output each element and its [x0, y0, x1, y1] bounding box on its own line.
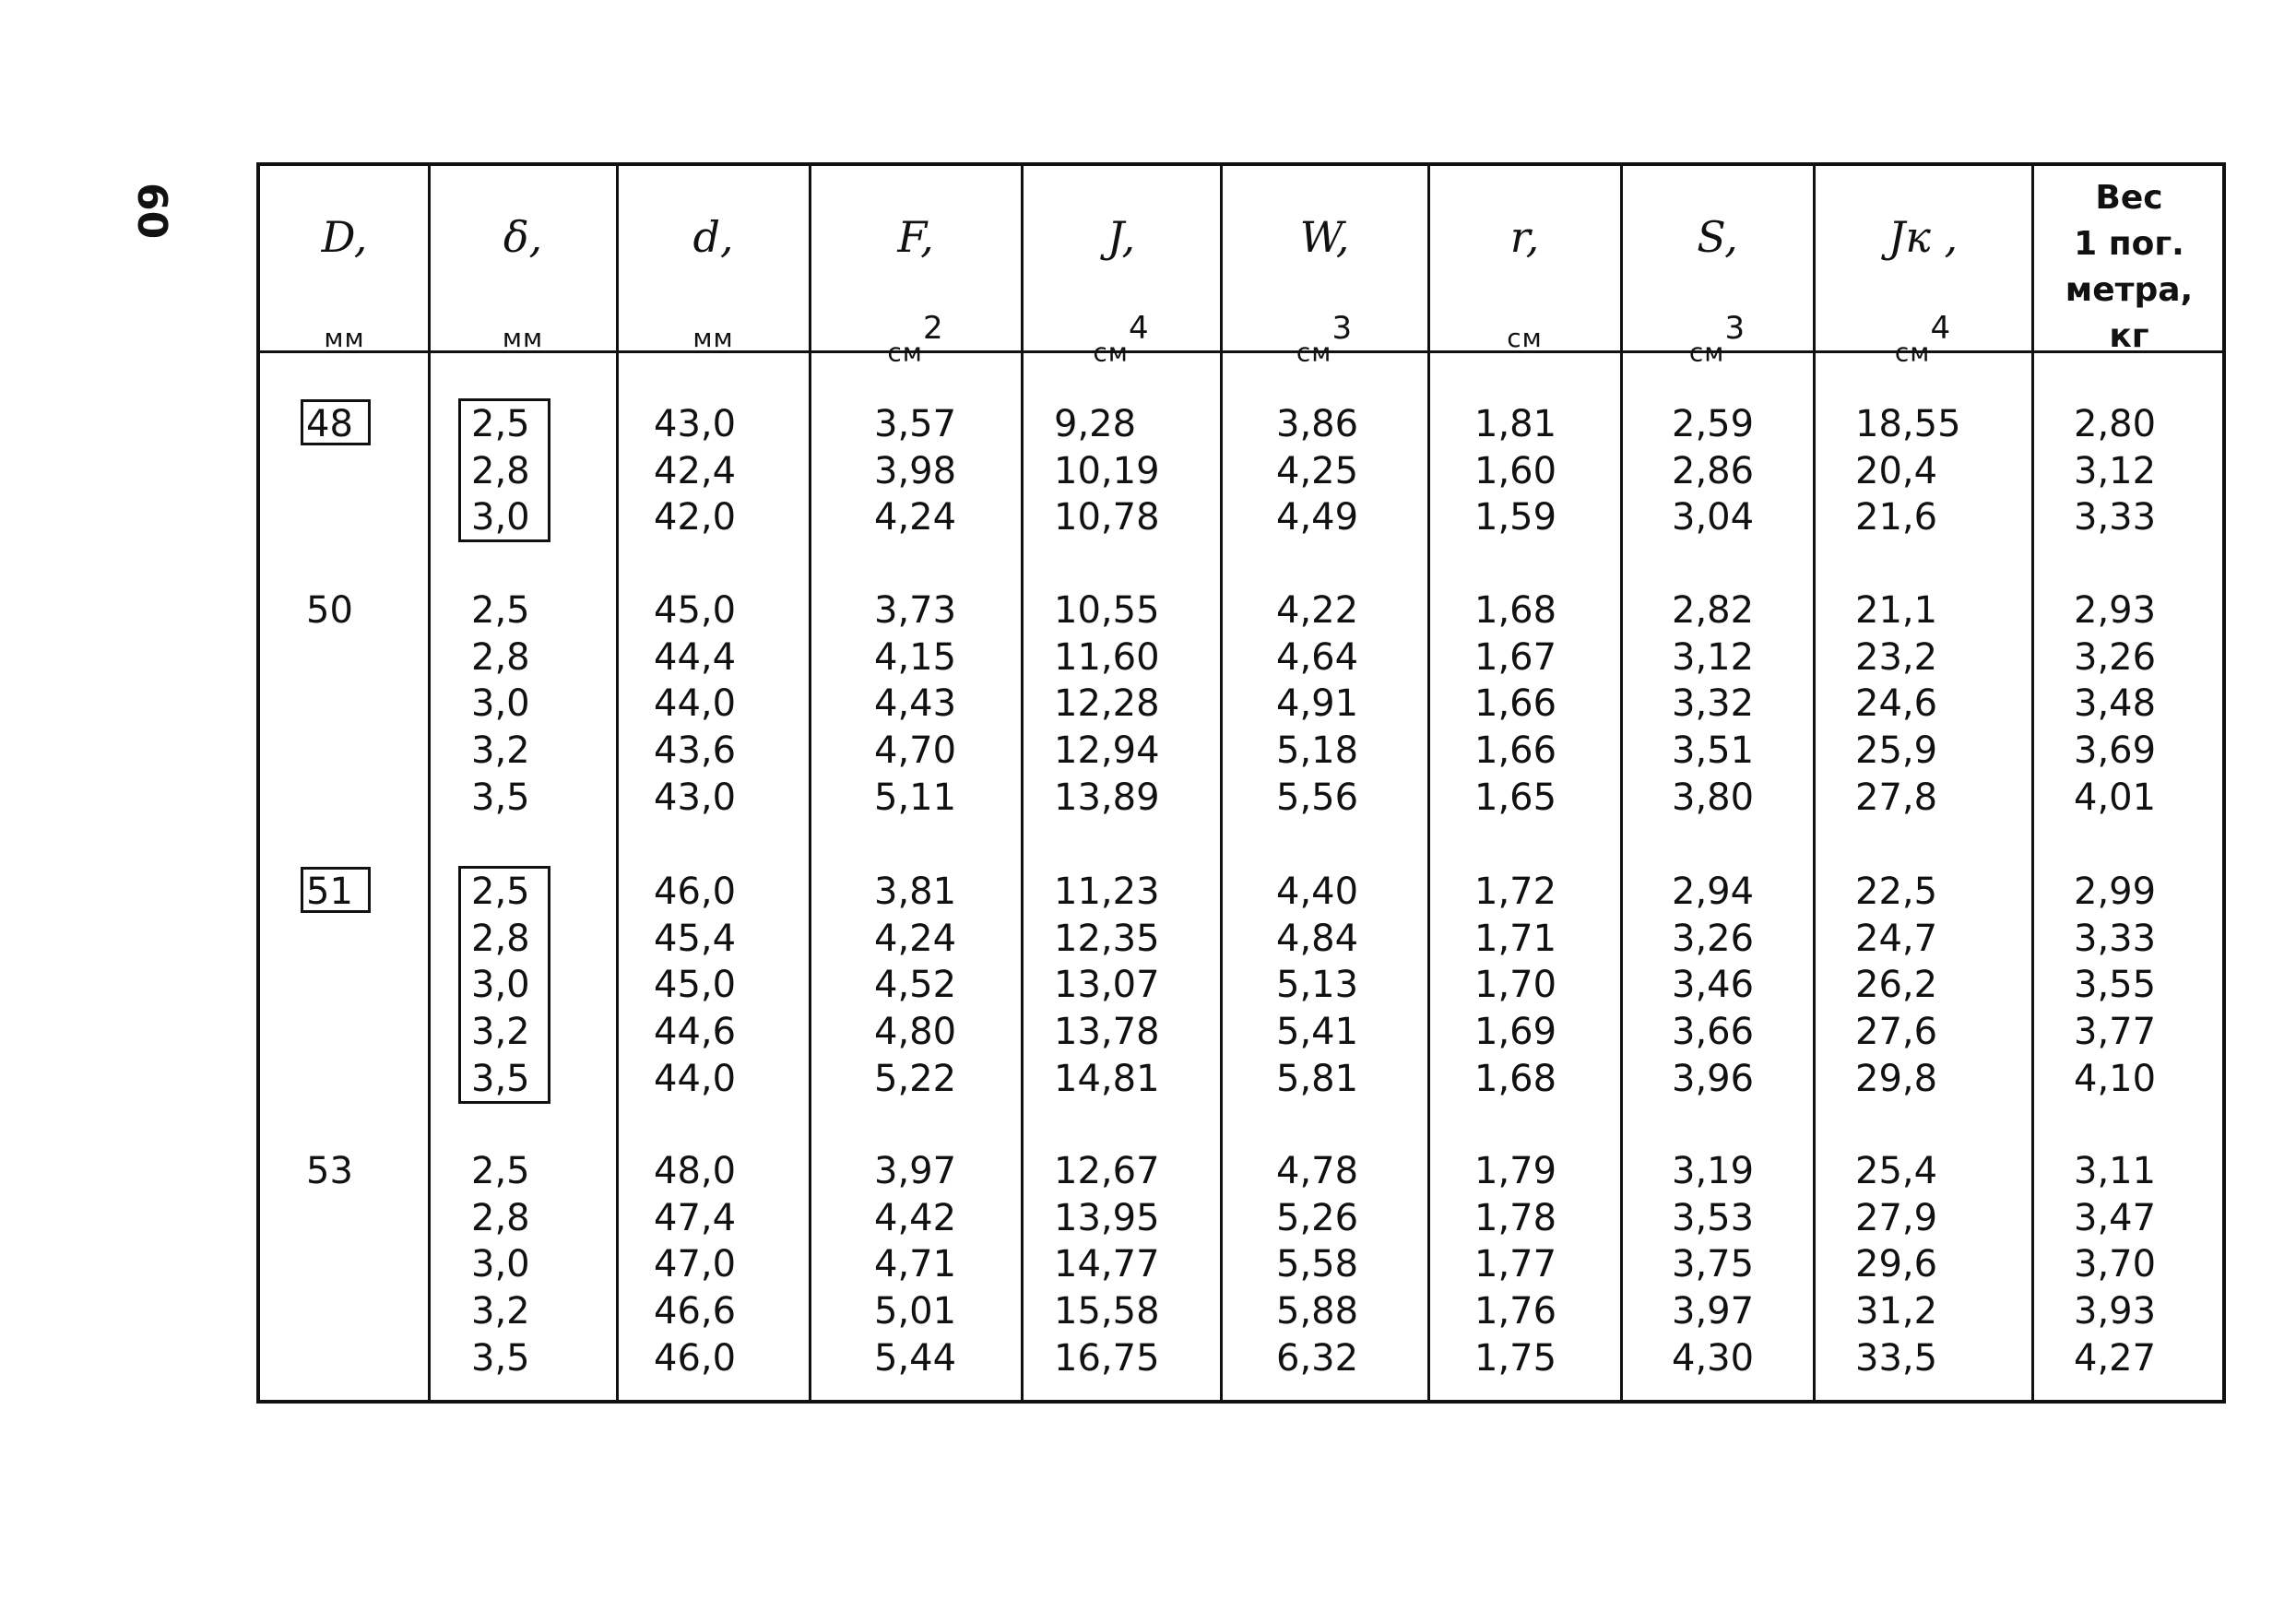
moment-of-inertia-cell: 10,55 — [1054, 589, 1160, 632]
moment-of-inertia-cell: 12,28 — [1054, 682, 1160, 726]
inner-diameter-cell: 44,4 — [654, 635, 737, 679]
static-moment-cell: 3,53 — [1672, 1196, 1755, 1239]
page-number: 60 — [128, 183, 175, 240]
header-symbol: d, — [692, 212, 734, 262]
torsion-inertia-cell: 20,4 — [1855, 449, 1938, 492]
header-symbol: F, — [897, 212, 934, 262]
weight-per-meter-cell: 3,26 — [2074, 635, 2157, 679]
outer-diameter-value: 51 — [306, 871, 353, 913]
torsion-inertia-cell: 27,6 — [1855, 1011, 1938, 1054]
radius-of-gyration-cell: 1,76 — [1474, 1290, 1557, 1333]
moment-of-inertia-cell: 12,35 — [1054, 917, 1160, 960]
static-moment-cell: 3,32 — [1672, 682, 1755, 726]
outer-diameter-value: 53 — [306, 1150, 353, 1192]
area-cell: 4,42 — [874, 1196, 957, 1239]
area-cell: 4,24 — [874, 917, 957, 960]
inner-diameter-cell: 44,0 — [654, 1057, 737, 1100]
static-moment-cell: 3,66 — [1672, 1011, 1755, 1054]
static-moment-cell: 3,75 — [1672, 1243, 1755, 1286]
static-moment-cell: 3,12 — [1672, 635, 1755, 679]
moment-of-inertia-cell: 13,95 — [1054, 1196, 1160, 1239]
torsion-inertia-cell: 26,2 — [1855, 964, 1938, 1007]
inner-diameter-cell: 48,0 — [654, 1150, 737, 1192]
inner-diameter-cell: 45,0 — [654, 964, 737, 1007]
header-unit — [1621, 310, 1814, 368]
header-unit — [1814, 310, 2032, 368]
section-modulus-cell: 4,84 — [1276, 917, 1359, 960]
section-modulus-cell: 4,64 — [1276, 635, 1359, 679]
static-moment-cell: 3,04 — [1672, 496, 1755, 539]
inner-diameter-cell: 44,0 — [654, 682, 737, 726]
inner-diameter-cell: 43,6 — [654, 729, 737, 773]
torsion-inertia-cell: 25,9 — [1855, 729, 1938, 773]
weight-per-meter-cell: 3,93 — [2074, 1290, 2157, 1333]
wall-thickness-cell: 3,2 — [471, 1290, 530, 1333]
header-unit-exponent: 4 — [1930, 310, 1952, 347]
inner-diameter-cell: 42,0 — [654, 496, 737, 539]
wall-thickness-cell: 3,2 — [471, 1011, 530, 1054]
section-modulus-cell: 5,56 — [1276, 776, 1359, 819]
header-section-modulus — [1221, 166, 1428, 368]
weight-per-meter-cell: 3,70 — [2074, 1243, 2157, 1286]
weight-per-meter-cell: 3,33 — [2074, 496, 2157, 539]
moment-of-inertia-cell: 14,81 — [1054, 1057, 1160, 1100]
weight-per-meter-cell: 4,10 — [2074, 1057, 2157, 1100]
moment-of-inertia-cell: 13,89 — [1054, 776, 1160, 819]
weight-per-meter-cell: 3,77 — [2074, 1011, 2157, 1054]
inner-diameter-cell: 46,0 — [654, 871, 737, 913]
torsion-inertia-cell: 24,6 — [1855, 682, 1938, 726]
moment-of-inertia-cell: 16,75 — [1054, 1336, 1160, 1380]
header-moment-of-inertia — [1022, 166, 1221, 368]
static-moment-cell: 3,26 — [1672, 917, 1755, 960]
area-cell: 5,11 — [874, 776, 957, 819]
area-cell: 5,22 — [874, 1057, 957, 1100]
wall-thickness-cell: 3,0 — [471, 1243, 530, 1286]
moment-of-inertia-cell: 10,19 — [1054, 449, 1160, 492]
radius-of-gyration-cell: 1,69 — [1474, 1011, 1557, 1054]
weight-per-meter-cell: 2,99 — [2074, 871, 2157, 913]
static-moment-cell: 3,51 — [1672, 729, 1755, 773]
torsion-inertia-cell: 27,8 — [1855, 776, 1938, 819]
inner-diameter-cell: 46,6 — [654, 1290, 737, 1333]
header-unit-text: см — [887, 337, 923, 368]
header-weight-line: метра, — [2065, 271, 2194, 309]
torsion-inertia-cell: 27,9 — [1855, 1196, 1938, 1239]
section-properties-table — [256, 162, 2226, 1404]
static-moment-cell: 4,30 — [1672, 1336, 1755, 1380]
moment-of-inertia-cell: 12,94 — [1054, 729, 1160, 773]
inner-diameter-cell: 44,6 — [654, 1011, 737, 1054]
wall-thickness-cell: 2,5 — [471, 1150, 530, 1192]
header-unit — [810, 310, 1022, 368]
static-moment-cell: 3,96 — [1672, 1057, 1755, 1100]
wall-thickness-cell: 3,0 — [471, 496, 530, 539]
torsion-inertia-cell: 29,6 — [1855, 1243, 1938, 1286]
section-modulus-cell: 5,13 — [1276, 964, 1359, 1007]
area-cell: 3,97 — [874, 1150, 957, 1192]
area-cell: 3,73 — [874, 589, 957, 632]
wall-thickness-cell: 3,0 — [471, 682, 530, 726]
static-moment-cell: 3,97 — [1672, 1290, 1755, 1333]
static-moment-cell: 2,59 — [1672, 403, 1755, 445]
static-moment-cell: 2,82 — [1672, 589, 1755, 632]
wall-thickness-cell: 3,5 — [471, 1336, 530, 1380]
torsion-inertia-cell: 22,5 — [1855, 871, 1938, 913]
section-modulus-cell: 5,88 — [1276, 1290, 1359, 1333]
section-modulus-cell: 4,25 — [1276, 449, 1359, 492]
header-unit-text: см — [1507, 323, 1543, 353]
weight-per-meter-cell: 3,12 — [2074, 449, 2157, 492]
header-unit-exponent: 3 — [1724, 310, 1746, 347]
section-modulus-cell: 5,81 — [1276, 1057, 1359, 1100]
section-modulus-cell: 4,40 — [1276, 871, 1359, 913]
torsion-inertia-cell: 25,4 — [1855, 1150, 1938, 1192]
area-cell: 4,52 — [874, 964, 957, 1007]
torsion-inertia-cell: 24,7 — [1855, 917, 1938, 960]
weight-per-meter-cell: 3,69 — [2074, 729, 2157, 773]
header-wall-thickness — [429, 166, 617, 353]
radius-of-gyration-cell: 1,77 — [1474, 1243, 1557, 1286]
wall-thickness-cell: 3,0 — [471, 964, 530, 1007]
wall-thickness-cell: 2,8 — [471, 449, 530, 492]
weight-per-meter-cell: 3,55 — [2074, 964, 2157, 1007]
radius-of-gyration-cell: 1,68 — [1474, 589, 1557, 632]
header-unit — [429, 323, 617, 353]
wall-thickness-cell: 2,5 — [471, 871, 530, 913]
inner-diameter-cell: 42,4 — [654, 449, 737, 492]
header-unit-text: мм — [324, 323, 365, 353]
header-symbol: S, — [1697, 212, 1738, 262]
area-cell: 4,15 — [874, 635, 957, 679]
header-unit-exponent: 2 — [922, 310, 944, 347]
radius-of-gyration-cell: 1,81 — [1474, 403, 1557, 445]
radius-of-gyration-cell: 1,72 — [1474, 871, 1557, 913]
moment-of-inertia-cell: 13,07 — [1054, 964, 1160, 1007]
header-unit — [1022, 310, 1221, 368]
header-weight-line: кг — [2109, 317, 2149, 355]
weight-per-meter-cell: 4,01 — [2074, 776, 2157, 819]
section-modulus-cell: 5,41 — [1276, 1011, 1359, 1054]
wall-thickness-cell: 3,5 — [471, 776, 530, 819]
header-unit-exponent: 3 — [1331, 310, 1354, 347]
wall-thickness-cell: 3,2 — [471, 729, 530, 773]
section-modulus-cell: 6,32 — [1276, 1336, 1359, 1380]
static-moment-cell: 3,19 — [1672, 1150, 1755, 1192]
static-moment-cell: 3,46 — [1672, 964, 1755, 1007]
inner-diameter-cell: 45,0 — [654, 589, 737, 632]
weight-per-meter-cell: 2,80 — [2074, 403, 2157, 445]
area-cell: 3,57 — [874, 403, 957, 445]
wall-thickness-cell: 2,5 — [471, 403, 530, 445]
weight-per-meter-cell: 3,47 — [2074, 1196, 2157, 1239]
moment-of-inertia-cell: 11,23 — [1054, 871, 1160, 913]
weight-per-meter-cell: 3,48 — [2074, 682, 2157, 726]
section-modulus-cell: 4,22 — [1276, 589, 1359, 632]
inner-diameter-cell: 45,4 — [654, 917, 737, 960]
radius-of-gyration-cell: 1,75 — [1474, 1336, 1557, 1380]
area-cell: 3,81 — [874, 871, 957, 913]
header-unit-exponent: 4 — [1128, 310, 1150, 347]
inner-diameter-cell: 47,4 — [654, 1196, 737, 1239]
section-modulus-cell: 5,58 — [1276, 1243, 1359, 1286]
diameter-highlight-box — [301, 399, 371, 445]
header-unit — [1221, 310, 1428, 368]
torsion-inertia-cell: 33,5 — [1855, 1336, 1938, 1380]
header-unit-text: см — [1688, 337, 1725, 368]
moment-of-inertia-cell: 13,78 — [1054, 1011, 1160, 1054]
area-cell: 5,01 — [874, 1290, 957, 1333]
section-modulus-cell: 4,78 — [1276, 1150, 1359, 1192]
area-cell: 4,70 — [874, 729, 957, 773]
header-weight-line: Вес — [2095, 179, 2163, 217]
radius-of-gyration-cell: 1,66 — [1474, 682, 1557, 726]
radius-of-gyration-cell: 1,79 — [1474, 1150, 1557, 1192]
wall-thickness-cell: 3,5 — [471, 1057, 530, 1100]
header-inner-diameter — [617, 166, 810, 353]
static-moment-cell: 2,86 — [1672, 449, 1755, 492]
wall-thickness-cell: 2,8 — [471, 917, 530, 960]
header-weight-line: 1 пог. — [2074, 225, 2184, 263]
wall-thickness-cell: 2,8 — [471, 635, 530, 679]
header-unit-text: см — [1093, 337, 1129, 368]
header-symbol: D, — [321, 212, 368, 262]
inner-diameter-cell: 43,0 — [654, 403, 737, 445]
moment-of-inertia-cell: 12,67 — [1054, 1150, 1160, 1192]
header-static-moment — [1621, 166, 1814, 368]
outer-diameter-value: 50 — [306, 589, 353, 632]
radius-of-gyration-cell: 1,66 — [1474, 729, 1557, 773]
area-cell: 4,80 — [874, 1011, 957, 1054]
header-unit — [1428, 323, 1621, 353]
section-modulus-cell: 5,26 — [1276, 1196, 1359, 1239]
header-torsion-inertia — [1814, 166, 2032, 368]
torsion-inertia-cell: 18,55 — [1855, 403, 1961, 445]
torsion-inertia-cell: 23,2 — [1855, 635, 1938, 679]
radius-of-gyration-cell: 1,70 — [1474, 964, 1557, 1007]
area-cell: 4,43 — [874, 682, 957, 726]
section-modulus-cell: 4,91 — [1276, 682, 1359, 726]
wall-thickness-cell: 2,8 — [471, 1196, 530, 1239]
radius-of-gyration-cell: 1,65 — [1474, 776, 1557, 819]
weight-per-meter-cell: 2,93 — [2074, 589, 2157, 632]
area-cell: 4,24 — [874, 496, 957, 539]
static-moment-cell: 3,80 — [1672, 776, 1755, 819]
header-unit — [260, 323, 429, 353]
header-symbol: W, — [1299, 212, 1350, 262]
area-cell: 5,44 — [874, 1336, 957, 1380]
radius-of-gyration-cell: 1,67 — [1474, 635, 1557, 679]
inner-diameter-cell: 46,0 — [654, 1336, 737, 1380]
outer-diameter-value: 48 — [306, 403, 353, 445]
torsion-inertia-cell: 31,2 — [1855, 1290, 1938, 1333]
moment-of-inertia-cell: 11,60 — [1054, 635, 1160, 679]
header-weight-per-meter — [2032, 166, 2226, 355]
header-unit — [617, 323, 810, 353]
header-unit-text: мм — [502, 323, 544, 353]
area-cell: 3,98 — [874, 449, 957, 492]
moment-of-inertia-cell: 9,28 — [1054, 403, 1137, 445]
diameter-highlight-box — [301, 867, 371, 913]
header-outer-diameter — [260, 166, 429, 353]
static-moment-cell: 2,94 — [1672, 871, 1755, 913]
radius-of-gyration-cell: 1,78 — [1474, 1196, 1557, 1239]
torsion-inertia-cell: 29,8 — [1855, 1057, 1938, 1100]
section-modulus-cell: 5,18 — [1276, 729, 1359, 773]
area-cell: 4,71 — [874, 1243, 957, 1286]
moment-of-inertia-cell: 10,78 — [1054, 496, 1160, 539]
header-weight-label — [2032, 175, 2226, 360]
header-symbol: δ, — [503, 212, 543, 262]
weight-per-meter-cell: 3,33 — [2074, 917, 2157, 960]
header-area — [810, 166, 1022, 368]
radius-of-gyration-cell: 1,60 — [1474, 449, 1557, 492]
inner-diameter-cell: 43,0 — [654, 776, 737, 819]
header-unit-text: см — [1296, 337, 1332, 368]
header-symbol: r, — [1509, 212, 1540, 262]
header-unit-text: см — [1894, 337, 1931, 368]
moment-of-inertia-cell: 15,58 — [1054, 1290, 1160, 1333]
radius-of-gyration-cell: 1,68 — [1474, 1057, 1557, 1100]
inner-diameter-cell: 47,0 — [654, 1243, 737, 1286]
torsion-inertia-cell: 21,6 — [1855, 496, 1938, 539]
weight-per-meter-cell: 4,27 — [2074, 1336, 2157, 1380]
radius-of-gyration-cell: 1,59 — [1474, 496, 1557, 539]
header-symbol: J, — [1107, 212, 1136, 262]
header-symbol: Jк , — [1888, 212, 1959, 262]
moment-of-inertia-cell: 14,77 — [1054, 1243, 1160, 1286]
weight-per-meter-cell: 3,11 — [2074, 1150, 2157, 1192]
radius-of-gyration-cell: 1,71 — [1474, 917, 1557, 960]
section-modulus-cell: 3,86 — [1276, 403, 1359, 445]
header-radius-of-gyration — [1428, 166, 1621, 353]
wall-thickness-cell: 2,5 — [471, 589, 530, 632]
torsion-inertia-cell: 21,1 — [1855, 589, 1938, 632]
section-modulus-cell: 4,49 — [1276, 496, 1359, 539]
header-unit-text: мм — [692, 323, 734, 353]
